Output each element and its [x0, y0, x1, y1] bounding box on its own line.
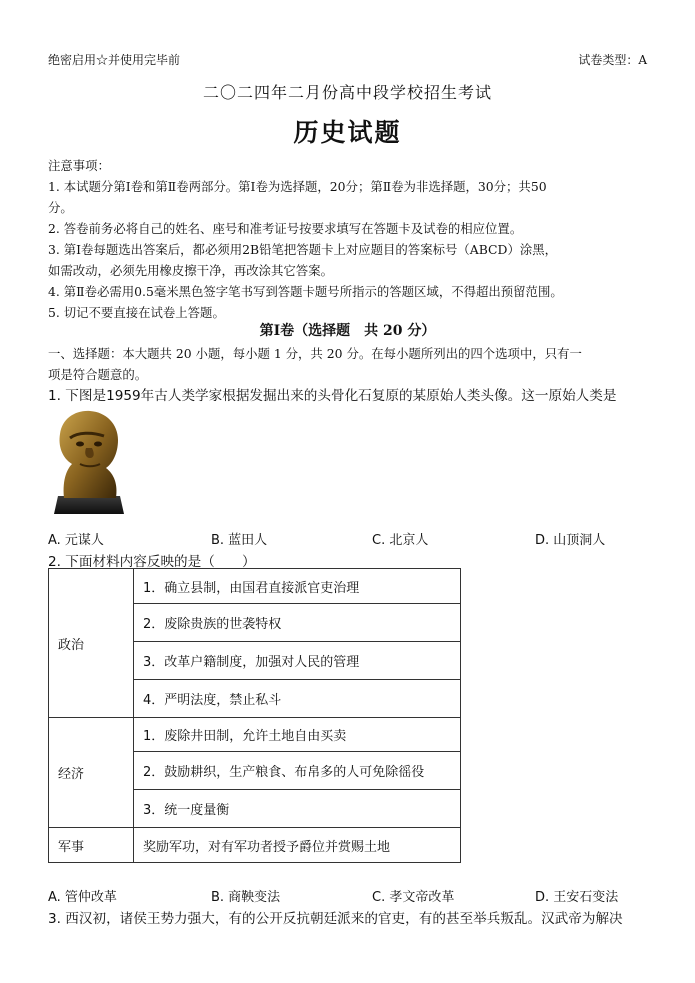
note-line: 1. 本试题分第Ⅰ卷和第Ⅱ卷两部分。第Ⅰ卷为选择题，20分；第Ⅱ卷为非选择题，30分；共50 — [48, 179, 547, 194]
subject-title: 历史试题 — [293, 118, 402, 147]
category-politics: 政治 — [49, 569, 134, 718]
category-military: 军事 — [49, 828, 134, 863]
confidential-label: 绝密启用☆并使用完毕前 — [48, 53, 181, 67]
note-line: 2. 答卷前务必将自己的姓名、座号和准考证号按要求填写在答题卡及试卷的相应位置。 — [48, 221, 523, 236]
section-instructions: 一、选择题：本大题共 20 小题，每小题 1 分，共 20 分。在每小题所列出的四个选项中，只有一 — [48, 346, 582, 361]
note-line: 5. 切记不要直接在试卷上答题。 — [48, 305, 225, 320]
q1-option-a: A. 元谋人 — [48, 533, 104, 548]
note-line: 分。 — [48, 200, 73, 215]
question-3-stem: 3. 西汉初，诸侯王势力强大，有的公开反抗朝廷派来的官吏，有的甚至举兵叛乱。汉武帝为解决 — [48, 911, 623, 927]
q1-option-b: B. 蓝田人 — [211, 533, 268, 548]
note-line: 如需改动，必须先用橡皮擦干净，再改涂其它答案。 — [48, 263, 333, 278]
q1-option-c: C. 北京人 — [372, 533, 429, 548]
section-title: 第Ⅰ卷（选择题 共 20 分） — [259, 323, 436, 339]
table-cell: 2．废除贵族的世袭特权 — [134, 604, 461, 642]
table-cell: 1．废除井田制，允许土地自由买卖 — [134, 718, 461, 752]
reform-material-table — [48, 568, 461, 863]
table-cell: 奖励军功，对有军功者授予爵位并赏赐土地 — [134, 828, 461, 863]
q2-option-a: A. 管仲改革 — [48, 890, 117, 905]
question-2-stem: 2. 下面材料内容反映的是（ ） — [48, 554, 256, 570]
section-instructions: 项是符合题意的。 — [48, 367, 148, 382]
table-cell: 1．确立县制，由国君直接派官吏治理 — [134, 569, 461, 604]
category-economy: 经济 — [49, 718, 134, 828]
paper-type-label: 试卷类型：A — [578, 53, 647, 67]
q1-option-d: D. 山顶洞人 — [535, 533, 606, 548]
note-line: 4. 第Ⅱ卷必需用0.5毫米黑色签字笔书写到答题卡题号所指示的答题区域，不得超出预留范围。 — [48, 284, 563, 299]
notes-title: 注意事项： — [48, 158, 110, 173]
note-line: 3. 第Ⅰ卷每题选出答案后，都必须用2B铅笔把答题卡上对应题目的答案标号（ABCD）涂黑， — [48, 242, 558, 257]
q2-option-d: D. 王安石变法 — [535, 890, 619, 905]
question-1-stem: 1. 下图是1959年古人类学家根据发掘出来的头骨化石复原的某原始人类头像。这一原始人类是 — [48, 388, 617, 404]
table-cell: 2．鼓励耕织，生产粮食、布帛多的人可免除徭役 — [134, 752, 461, 790]
table-cell: 3．统一度量衡 — [134, 790, 461, 828]
q2-option-b: B. 商鞅变法 — [211, 890, 281, 905]
table-cell: 3．改革户籍制度，加强对人民的管理 — [134, 642, 461, 680]
exam-title: 二〇二四年二月份高中段学校招生考试 — [202, 83, 492, 102]
table-cell: 4．严明法度，禁止私斗 — [134, 680, 461, 718]
hominid-bust-image — [48, 408, 128, 516]
q2-option-c: C. 孝文帝改革 — [372, 890, 455, 905]
